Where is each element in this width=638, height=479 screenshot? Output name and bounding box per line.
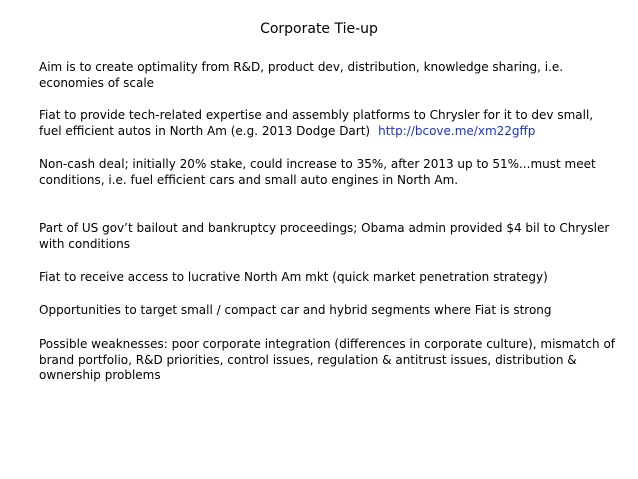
paragraph-opportunities bbox=[39, 303, 619, 319]
paragraph-text: Part of US gov’t bailout and bankruptcy proceedings; Obama admin provided $4 bil to Chrysler with conditions bbox=[39, 221, 610, 251]
paragraph-text: Opportunities to target small / compact car and hybrid segments where Fiat is strong bbox=[39, 303, 552, 317]
video-link[interactable]: http://bcove.me/xm22gffp bbox=[378, 123, 536, 138]
paragraph-text: Non-cash deal; initially 20% stake, could increase to 35%, after 2013 up to 51%...must meet conditions, i.e. fuel efficient cars and small auto engines in North Am. bbox=[39, 157, 596, 187]
slide-title: Corporate Tie-up bbox=[260, 21, 378, 37]
paragraph-non-cash-deal bbox=[39, 157, 619, 188]
paragraph-weaknesses bbox=[39, 337, 619, 384]
paragraph-aim bbox=[39, 60, 619, 91]
paragraph-market-access bbox=[39, 270, 619, 286]
paragraph-text: Aim is to create optimality from R&D, product dev, distribution, knowledge sharing, i.e. economies of scale bbox=[39, 60, 564, 90]
paragraph-text: Fiat to provide tech-related expertise and assembly platforms to Chrysler for it to dev small, fuel efficient autos in North Am (e.g. 2013 Dodge Dart) bbox=[39, 108, 594, 138]
paragraph-bailout bbox=[39, 221, 619, 252]
paragraph-text: Fiat to receive access to lucrative North Am mkt (quick market penetration strategy) bbox=[39, 270, 548, 284]
paragraph-text: Possible weaknesses: poor corporate integration (differences in corporate culture), mismatch of brand portfolio, R&D priorities, control issues, regulation & antitrust issues, distribution & ownership problems bbox=[39, 337, 616, 382]
paragraph-fiat-expertise bbox=[39, 108, 619, 139]
